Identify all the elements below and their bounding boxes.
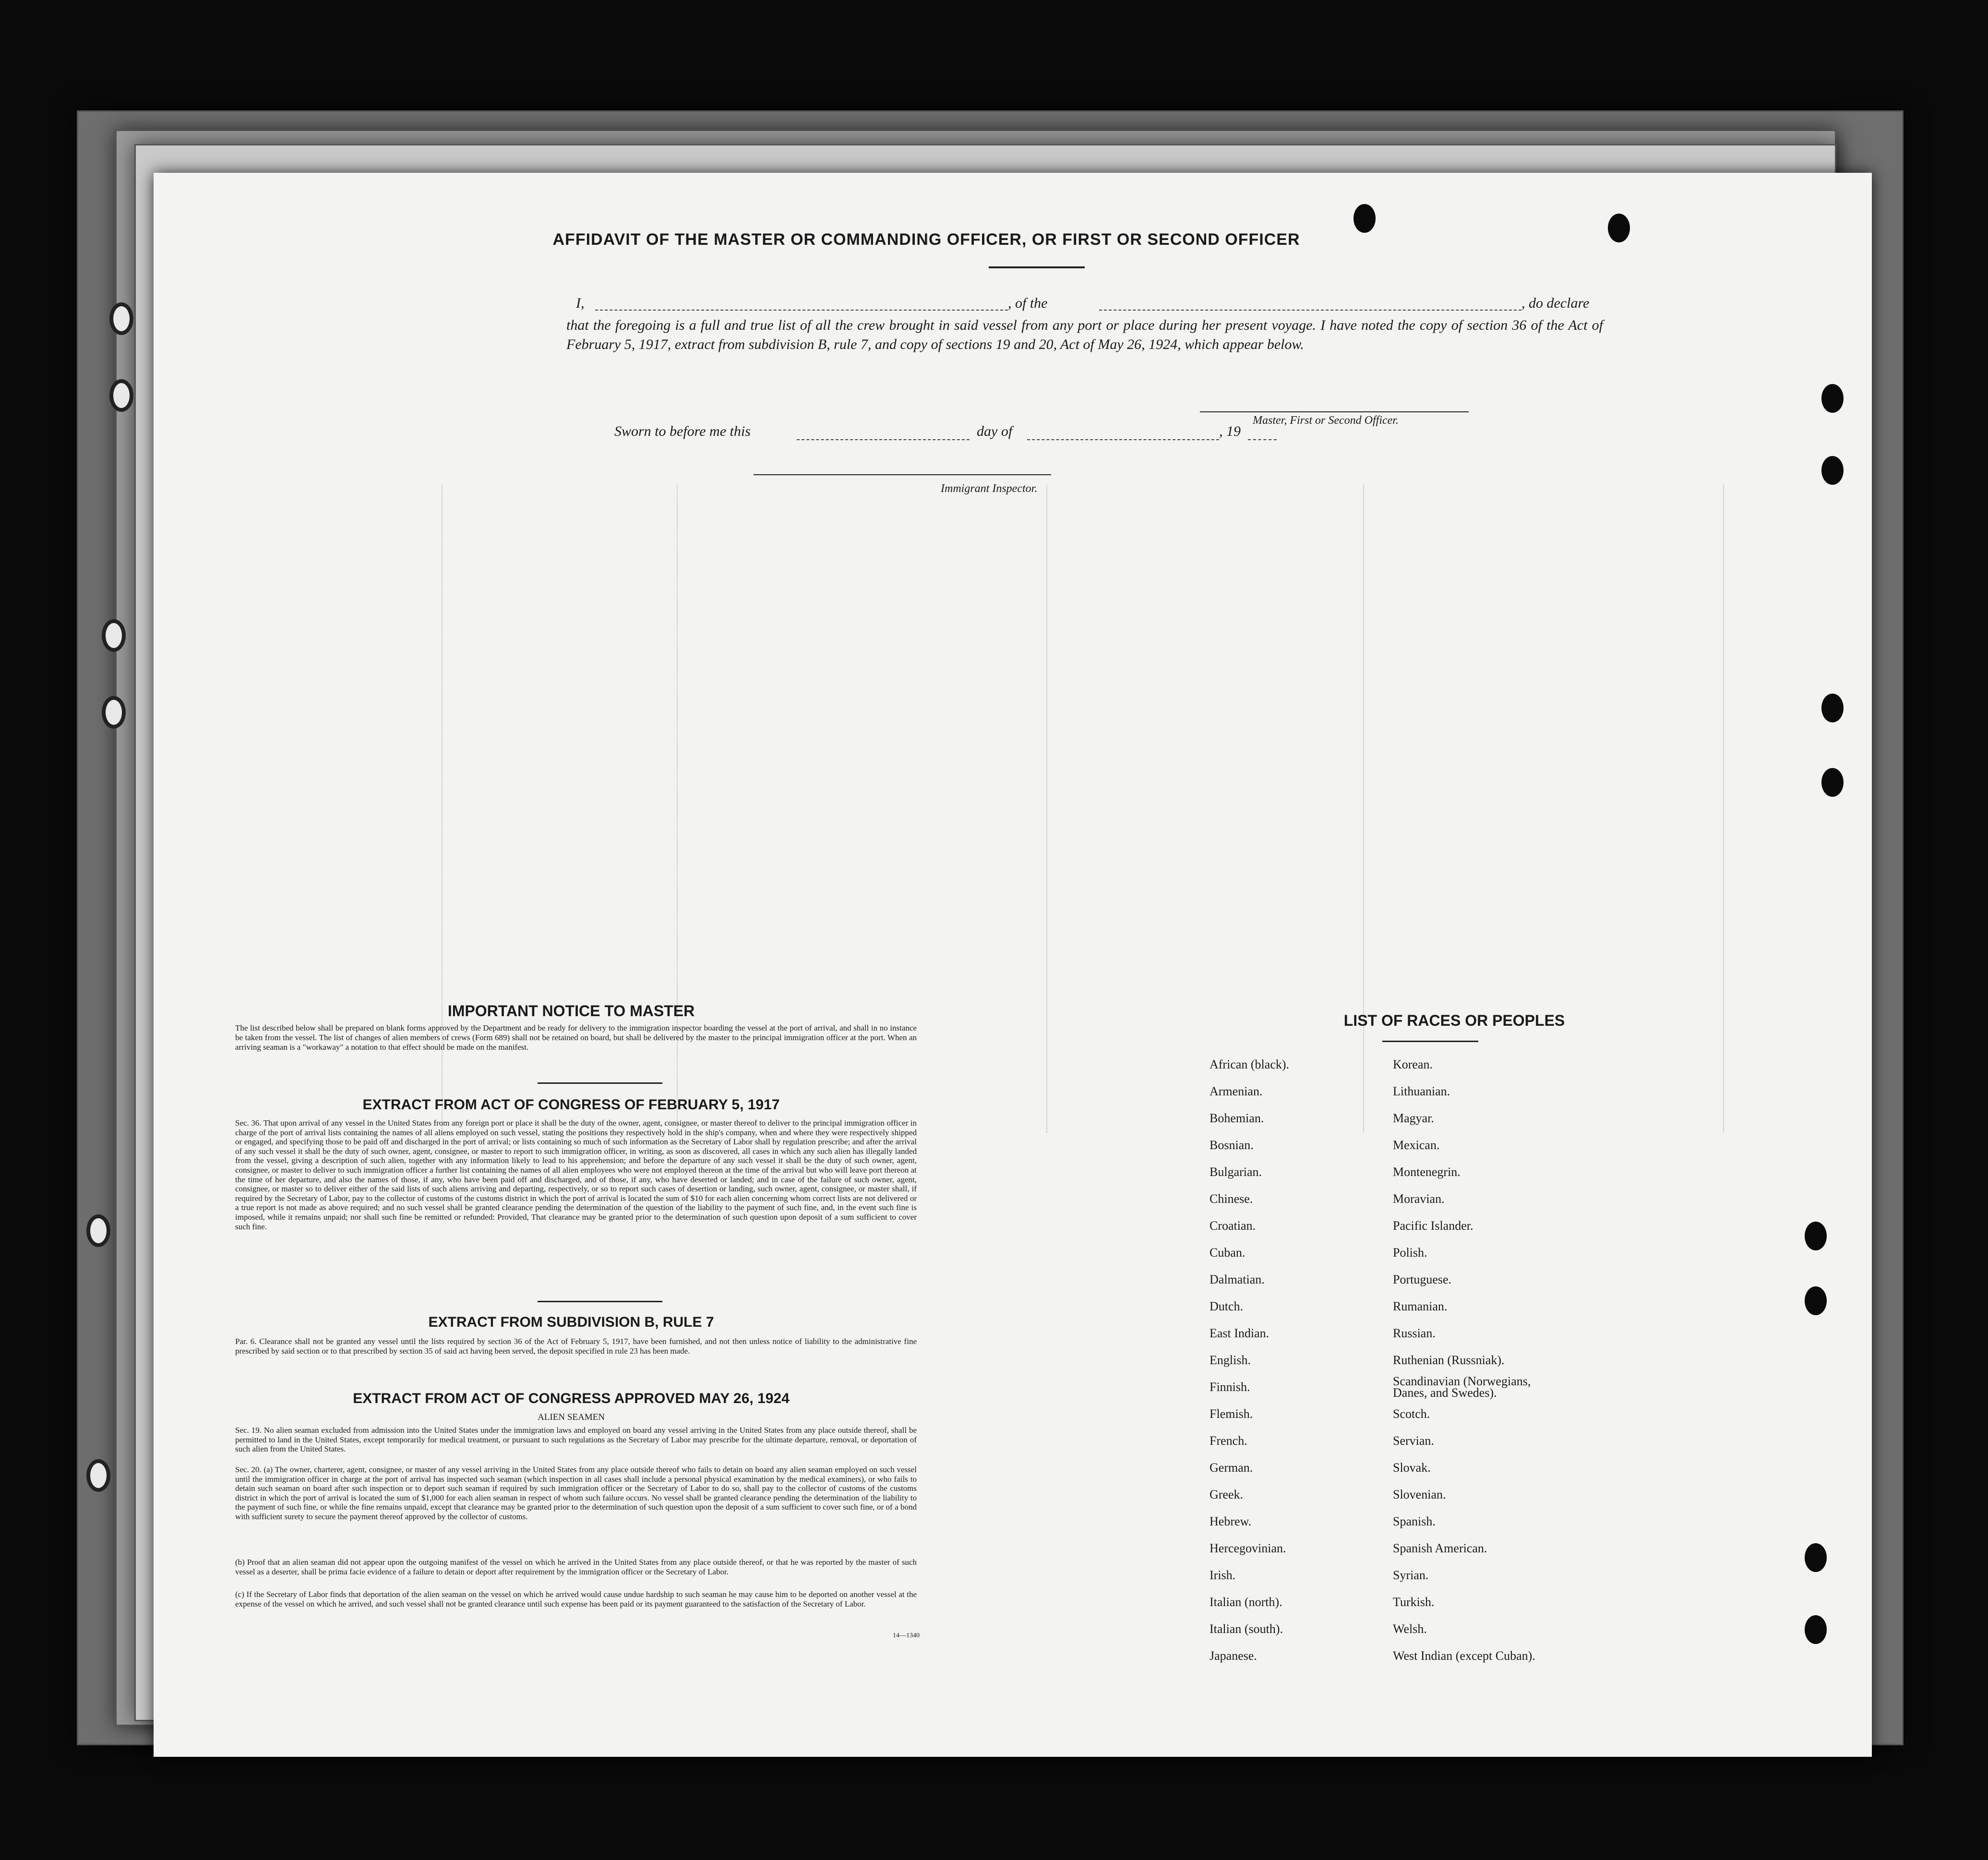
- divider: [538, 1082, 662, 1084]
- race-item: Greek.: [1210, 1488, 1244, 1501]
- race-item: Japanese.: [1210, 1649, 1257, 1663]
- race-item: Moravian.: [1393, 1192, 1445, 1206]
- bleed-through-line: [1046, 485, 1047, 1133]
- race-item: Finnish.: [1210, 1380, 1250, 1394]
- race-item: West Indian (except Cuban).: [1393, 1649, 1535, 1663]
- divider: [989, 266, 1085, 268]
- race-item: Dalmatian.: [1210, 1272, 1265, 1286]
- bleed-through-line: [1363, 485, 1364, 1133]
- punch-hole: [1821, 768, 1844, 797]
- alien-seamen-subtitle: ALIEN SEAMEN: [538, 1412, 605, 1422]
- punch-hole: [1608, 214, 1630, 242]
- divider: [538, 1301, 662, 1302]
- race-item: African (black).: [1210, 1057, 1290, 1071]
- punch-hole: [1805, 1286, 1827, 1315]
- month-blank[interactable]: [1027, 439, 1219, 440]
- races-right-column: [1393, 1051, 1614, 1669]
- punch-hole: [1821, 694, 1844, 722]
- day-blank[interactable]: [797, 439, 970, 440]
- affidavit-title: AFFIDAVIT OF THE MASTER OR COMMANDING OFFICER, OR FIRST OR SECOND OFFICER: [552, 230, 1300, 249]
- race-item: Slovak.: [1393, 1461, 1431, 1475]
- punch-hole: [1821, 456, 1844, 485]
- rule7-title: EXTRACT FROM SUBDIVISION B, RULE 7: [428, 1314, 714, 1330]
- race-item: Bohemian.: [1210, 1111, 1264, 1125]
- race-item: Slovenian.: [1393, 1488, 1446, 1501]
- race-item: Bosnian.: [1210, 1138, 1254, 1152]
- inspector-signature-label: Immigrant Inspector.: [941, 482, 1038, 495]
- race-item: French.: [1210, 1434, 1247, 1448]
- day-of-label: day of: [977, 423, 1013, 439]
- extract-1917-title: EXTRACT FROM ACT OF CONGRESS OF FEBRUARY 5, 1917: [362, 1097, 780, 1113]
- affidavit-declare: , do declare: [1521, 295, 1590, 311]
- extract-1917-body: Sec. 36. That upon arrival of any vessel in the United States from any foreign port or place it shall be the duty of the owner, agent, consignee, or master thereof to deliver to the principal immigration officer in charge of the port of arrival lists containing the names of all aliens employed on such vessel, stating the positions they respectively hold in the ship's company, when and where they were respectively shipped or engaged, and specifying those to be paid off and discharged in the port of arrival; or lists containing so much of such information as the Secretary of Labor shall by regulation prescribe; and after the arrival of any such vessel it shall be the duty of such owner, agent, consignee, or master to report to such immigration officer, in writing, as soon as discovered, all cases in which any such alien has illegally landed from the vessel, giving a description of such alien, together with any information likely to lead to his apprehension; and before the departure of any such vessel it shall be the duty of such owner, agent, consignee, or master to deliver to such immigration officer a further list containing the names of all alien employees who were not employed thereon at the time of the arrival but who will leave port thereon at the time of her departure, and also the names of those, if any, who have been paid off and discharged, and of those, if any, who have deserted or landed; and in case of the failure of such owner, agent, consignee, or master so to deliver either of the said lists of such aliens arriving and departing, respectively, or so to report such cases of desertion or landing, such owner, agent, consignee, or master shall, if required by the Secretary of Labor, pay to the collector of customs of the customs district in which the port of arrival is located the sum of $10 for each alien concerning whom correct lists are not delivered or a true report is not made as above required; and no such vessel shall be granted clearance pending the determination of the question of the liability to the payment of such fine, and, in the event such fine is imposed, while it remains unpaid; nor shall such fine be remitted or refunded: Provided, That clearance may be granted prior to the determination of such question upon deposit of a sum sufficient to cover such fine.: [235, 1118, 917, 1231]
- race-item: German.: [1210, 1461, 1253, 1475]
- race-item: Flemish.: [1210, 1407, 1253, 1421]
- race-item: Rumanian.: [1393, 1299, 1448, 1313]
- signature-line: [1200, 411, 1469, 412]
- race-item: Hercegovinian.: [1210, 1541, 1286, 1555]
- race-item: Servian.: [1393, 1434, 1434, 1448]
- race-item: Dutch.: [1210, 1299, 1244, 1313]
- notice-body: The list described below shall be prepared on blank forms approved by the Department and be ready for delivery to the immigration inspector boarding the vessel at the port of arrival, and shall in no instance be taken from the vessel. The list of changes of alien members of crews (Form 689) shall not be retained on board, but shall be delivered by the master to the principal immigration officer at the port. When an arriving seaman is a "workaway" a notation to that effect should be made on the manifest.: [235, 1023, 917, 1052]
- affidavit-of-the: , of the: [1008, 295, 1048, 311]
- race-item: Welsh.: [1393, 1622, 1427, 1636]
- rule7-body: Par. 6. Clearance shall not be granted any vessel until the lists required by section 36 of the Act of February 5, 1917, have been furnished, and not then unless notice of liability to the administrative fine prescribed by said section or to that prescribed by section 35 of said act having been served, the deposit specified in rule 23 has been made.: [235, 1337, 917, 1356]
- race-item: Mexican.: [1393, 1138, 1440, 1152]
- race-item: Italian (north).: [1210, 1595, 1282, 1609]
- race-item: Hebrew.: [1210, 1514, 1252, 1528]
- inspector-signature-line: [754, 474, 1051, 475]
- races-title: LIST OF RACES OR PEOPLES: [1343, 1012, 1565, 1029]
- race-item: Turkish.: [1393, 1595, 1435, 1609]
- race-item: East Indian.: [1210, 1326, 1269, 1340]
- race-item: Scotch.: [1393, 1407, 1430, 1421]
- race-item: Ruthenian (Russniak).: [1393, 1353, 1505, 1367]
- binder-ring: [109, 379, 133, 412]
- binder-ring: [102, 696, 126, 729]
- master-signature-label: Master, First or Second Officer.: [1253, 414, 1399, 427]
- name-blank[interactable]: [595, 310, 1008, 311]
- year-blank[interactable]: [1248, 439, 1277, 440]
- race-item: Korean.: [1393, 1057, 1433, 1071]
- race-item: Cuban.: [1210, 1246, 1245, 1260]
- affidavit-i: I,: [576, 295, 585, 311]
- affidavit-body: that the foregoing is a full and true list of all the crew brought in said vessel from any port or place during her present voyage. I have noted the copy of section 36 of the Act of February 5, 1917, extract from subdivision B, rule 7, and copy of sections 19 and 20, Act of May 26, 1924, which appear below.: [566, 317, 1603, 352]
- race-item: Magyar.: [1393, 1111, 1434, 1125]
- race-item: Armenian.: [1210, 1084, 1263, 1098]
- race-item: Chinese.: [1210, 1192, 1253, 1206]
- punch-hole: [1805, 1543, 1827, 1572]
- sec20c-text: (c) If the Secretary of Labor finds that deportation of the alien seaman on the vessel on which he arrived would cause undue hardship to such seaman he may cause him to be deported on another vessel at the expense of the vessel on which he arrived, and such vessel shall not be granted clearance until such expense has been paid or its payment guaranteed to the satisfaction of the Secretary of Labor.: [235, 1590, 917, 1608]
- race-item: Lithuanian.: [1393, 1084, 1450, 1098]
- sec19-text: Sec. 19. No alien seaman excluded from admission into the United States under the immigration laws and employed on board any vessel arriving in the United States from any place outside thereof, shall be permitted to land in the United States, except temporarily for medical treatment, or pursuant to such regulations as the Secretary of Labor may prescribe for the ultimate departure, removal, or deportation of such alien from the United States.: [235, 1426, 917, 1454]
- race-item: Pacific Islander.: [1393, 1219, 1473, 1233]
- race-item: Montenegrin.: [1393, 1165, 1461, 1179]
- extract-1924-title: EXTRACT FROM ACT OF CONGRESS APPROVED MAY 26, 1924: [353, 1391, 790, 1406]
- race-item: Croatian.: [1210, 1219, 1256, 1233]
- binder-ring: [86, 1214, 110, 1247]
- sec20a-text: Sec. 20. (a) The owner, charterer, agent, consignee, or master of any vessel arriving in the United States from any place outside thereof who fails to detain on board any alien seaman employed on such vessel until the immigration officer in charge at the port of arrival has inspected such seaman (which inspection in all cases shall include a personal physical examination by the medical examiners), or who fails to detain such seaman on board after such inspection or to deport such seaman if required by such immigration officer or the Secretary of Labor to do so, shall pay to the collector of customs of the customs district in which the port of arrival is located the sum of $1,000 for each alien seaman in respect of whom such failure occurs. No vessel shall be granted clearance pending the determination of the liability to the payment of such fine, or while the fine remains unpaid, except that clearance may be granted prior to the determination of such question upon the deposit of a sum sufficient to cover such fine, or of a bond with sufficient surety to secure the payment thereof approved by the collector of customs.: [235, 1465, 917, 1521]
- race-item: Spanish American.: [1393, 1541, 1487, 1555]
- race-item: Polish.: [1393, 1246, 1427, 1260]
- sec20b-text: (b) Proof that an alien seaman did not appear upon the outgoing manifest of the vessel on which he arrived in the United States from any place outside thereof, or that he was reported by the master of such vessel as a deserter, shall be prima facie evidence of a failure to detain or deport after requirement by the immigration officer or the Secretary of Labor.: [235, 1558, 917, 1576]
- race-item: Spanish.: [1393, 1514, 1436, 1528]
- year-label: , 19: [1219, 423, 1241, 439]
- race-item: Syrian.: [1393, 1568, 1429, 1582]
- sworn-label: Sworn to before me this: [614, 423, 751, 439]
- binder-ring: [102, 619, 126, 652]
- binder-ring: [86, 1459, 110, 1492]
- race-item: Italian (south).: [1210, 1622, 1283, 1636]
- notice-title: IMPORTANT NOTICE TO MASTER: [447, 1002, 695, 1020]
- binder-ring: [109, 302, 133, 335]
- race-item: Russian.: [1393, 1326, 1436, 1340]
- divider: [1382, 1041, 1478, 1042]
- punch-hole: [1821, 384, 1844, 413]
- races-left-column: [1210, 1051, 1401, 1669]
- race-item: Bulgarian.: [1210, 1165, 1262, 1179]
- punch-hole: [1805, 1222, 1827, 1250]
- race-item: Scandinavian (Norwegians, Danes, and Swedes).: [1393, 1374, 1531, 1400]
- race-item: Irish.: [1210, 1568, 1236, 1582]
- bleed-through-line: [1723, 485, 1724, 1133]
- race-item: Portuguese.: [1393, 1272, 1452, 1286]
- race-item: English.: [1210, 1353, 1251, 1367]
- form-number: 14—1340: [893, 1632, 920, 1639]
- manifest-page: [154, 173, 1872, 1757]
- vessel-blank[interactable]: [1099, 310, 1521, 311]
- punch-hole: [1805, 1615, 1827, 1644]
- punch-hole: [1353, 204, 1376, 233]
